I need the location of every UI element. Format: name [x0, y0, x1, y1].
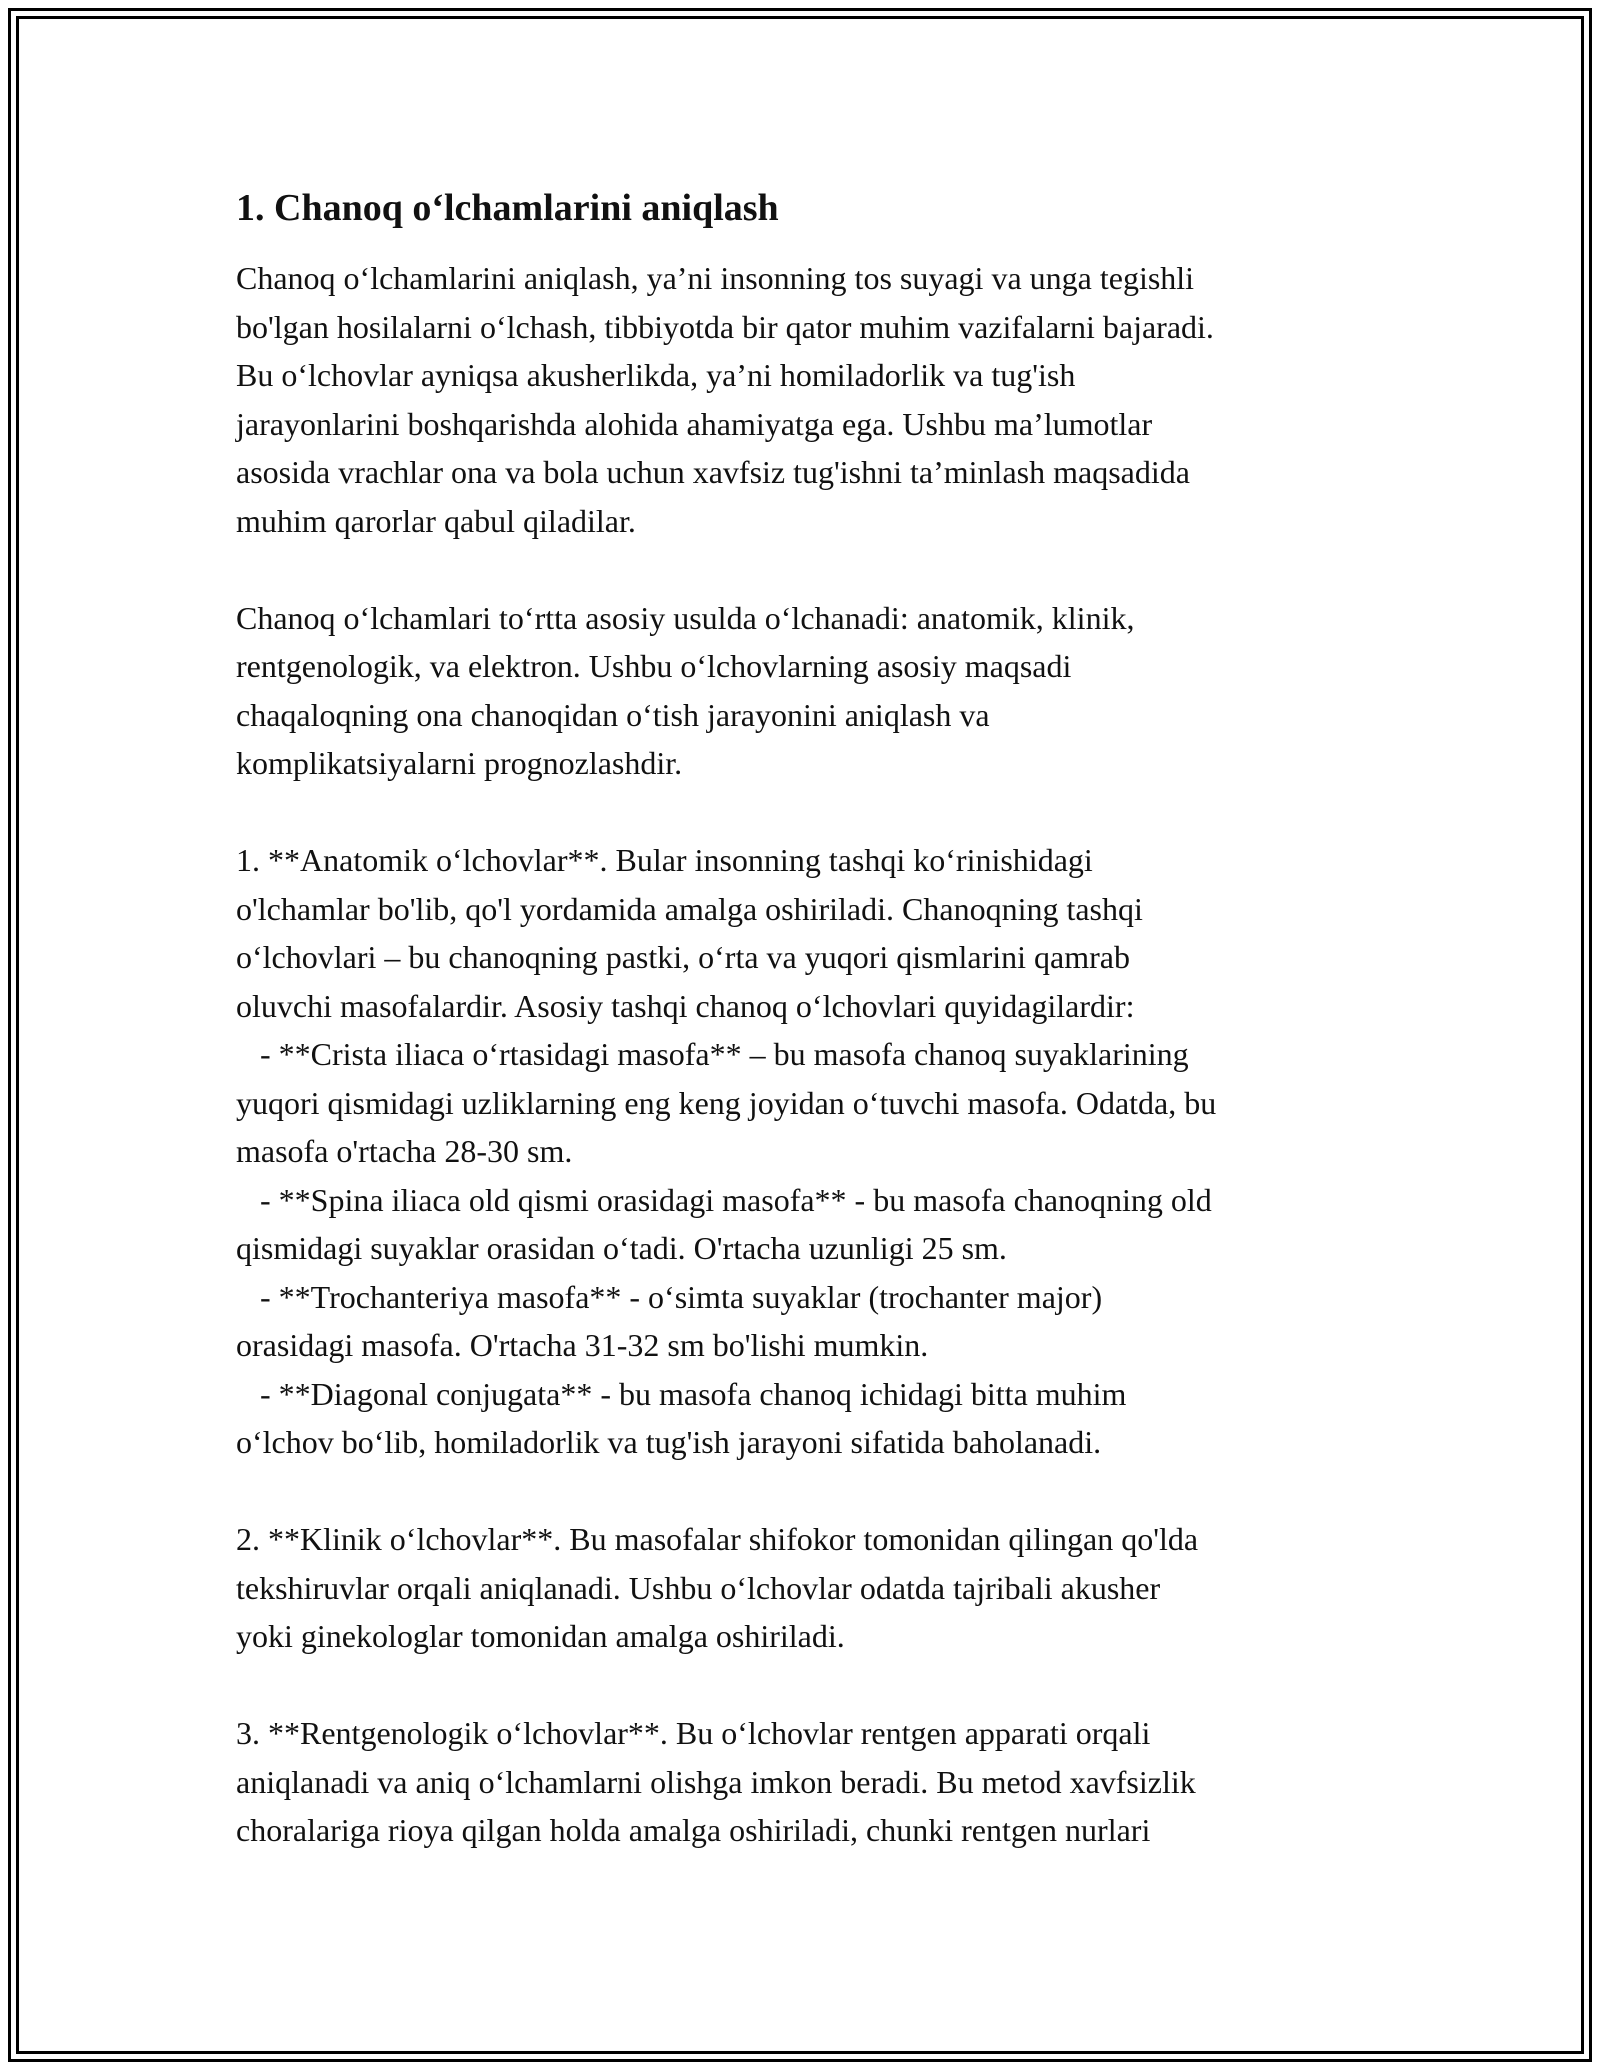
text-line: o'lchamlar bo'lib, qo'l yordamida amalga oshiriladi. Chanoqning tashqi — [236, 890, 1143, 927]
text-line: aniqlanadi va aniq o‘lchamlarni olishga imkon beradi. Bu metod xavfsizlik — [236, 1763, 1196, 1800]
text-line: 3. **Rentgenologik o‘lchovlar**. Bu o‘lchovlar rentgen apparati orqali — [236, 1715, 1151, 1751]
paragraph — [236, 1709, 1366, 1855]
document-body — [236, 184, 1366, 1903]
text-line: rentgenologik, va elektron. Ushbu o‘lchovlarning asosiy maqsadi — [236, 648, 1072, 684]
text-line: - **Crista iliaca o‘rtasidagi masofa** – bu masofa chanoq suyaklarining — [236, 1036, 1189, 1072]
text-line: 1. **Anatomik o‘lchovlar**. Bular insonning tashqi ko‘rinishidagi — [236, 842, 1093, 878]
paragraph — [236, 594, 1366, 788]
text-line: o‘lchovlari – bu chanoqning pastki, o‘rta va yuqori qismlarini qamrab — [236, 939, 1130, 975]
paragraph — [236, 1515, 1366, 1661]
paragraph — [236, 254, 1366, 545]
text-line: qismidagi suyaklar orasidan o‘tadi. O'rtacha uzunligi 25 sm. — [236, 1230, 1007, 1266]
text-line: Chanoq o‘lchamlari to‘rtta asosiy usulda o‘lchanadi: anatomik, klinik, — [236, 599, 1135, 636]
text-line: muhim qarorlar qabul qiladilar. — [236, 502, 636, 539]
text-line: oluvchi masofalardir. Asosiy tashqi chanoq o‘lchovlari quyidagilardir: — [236, 987, 1135, 1024]
text-line: jarayonlarini boshqarishda alohida ahamiyatga ega. Ushbu ma’lumotlar — [236, 405, 1153, 442]
text-line: - **Spina iliaca old qismi orasidagi masofa** - bu masofa chanoqning old — [236, 1181, 1212, 1218]
text-line: komplikatsiyalarni prognozlashdir. — [236, 745, 683, 781]
text-line: - **Diagonal conjugata** - bu masofa chanoq ichidagi bitta muhim — [236, 1375, 1127, 1412]
text-line: chaqaloqning ona chanoqidan o‘tish jarayonini aniqlash va — [236, 696, 990, 733]
text-line: 2. **Klinik o‘lchovlar**. Bu masofalar shifokor tomonidan qilingan qo'lda — [236, 1521, 1199, 1557]
text-line: orasidagi masofa. O'rtacha 31-32 sm bo'lishi mumkin. — [236, 1327, 929, 1363]
text-line: bo'lgan hosilalarni o‘lchash, tibbiyotda bir qator muhim vazifalarni bajaradi. — [236, 308, 1214, 345]
text-line: Chanoq o‘lchamlarini aniqlash, ya’ni insonning tos suyagi va unga tegishli — [236, 260, 1195, 296]
text-line: masofa o'rtacha 28-30 sm. — [236, 1133, 573, 1169]
paragraph-list — [236, 254, 1366, 1855]
text-line: tekshiruvlar orqali aniqlanadi. Ushbu o‘lchovlar odatda tajribali akusher — [236, 1569, 1161, 1606]
text-line: yoki ginekologlar tomonidan amalga oshiriladi. — [236, 1618, 845, 1654]
paragraph — [236, 836, 1366, 1467]
text-line: o‘lchov bo‘lib, homiladorlik va tug'ish jarayoni sifatida baholanadi. — [236, 1424, 1102, 1460]
section-heading: 1. Chanoq o‘lchamlarini aniqlash — [236, 187, 779, 229]
text-line: - **Trochanteriya masofa** - o‘simta suyaklar (trochanter major) — [236, 1278, 1103, 1315]
text-line: yuqori qismidagi uzliklarning eng keng joyidan o‘tuvchi masofa. Odatda, bu — [236, 1084, 1217, 1121]
text-line: choralariga rioya qilgan holda amalga oshiriladi, chunki rentgen nurlari — [236, 1812, 1151, 1848]
text-line: asosida vrachlar ona va bola uchun xavfsiz tug'ishni ta’minlash maqsadida — [236, 454, 1190, 490]
text-line: Bu o‘lchovlar ayniqsa akusherlikda, ya’ni homiladorlik va tug'ish — [236, 357, 1076, 393]
